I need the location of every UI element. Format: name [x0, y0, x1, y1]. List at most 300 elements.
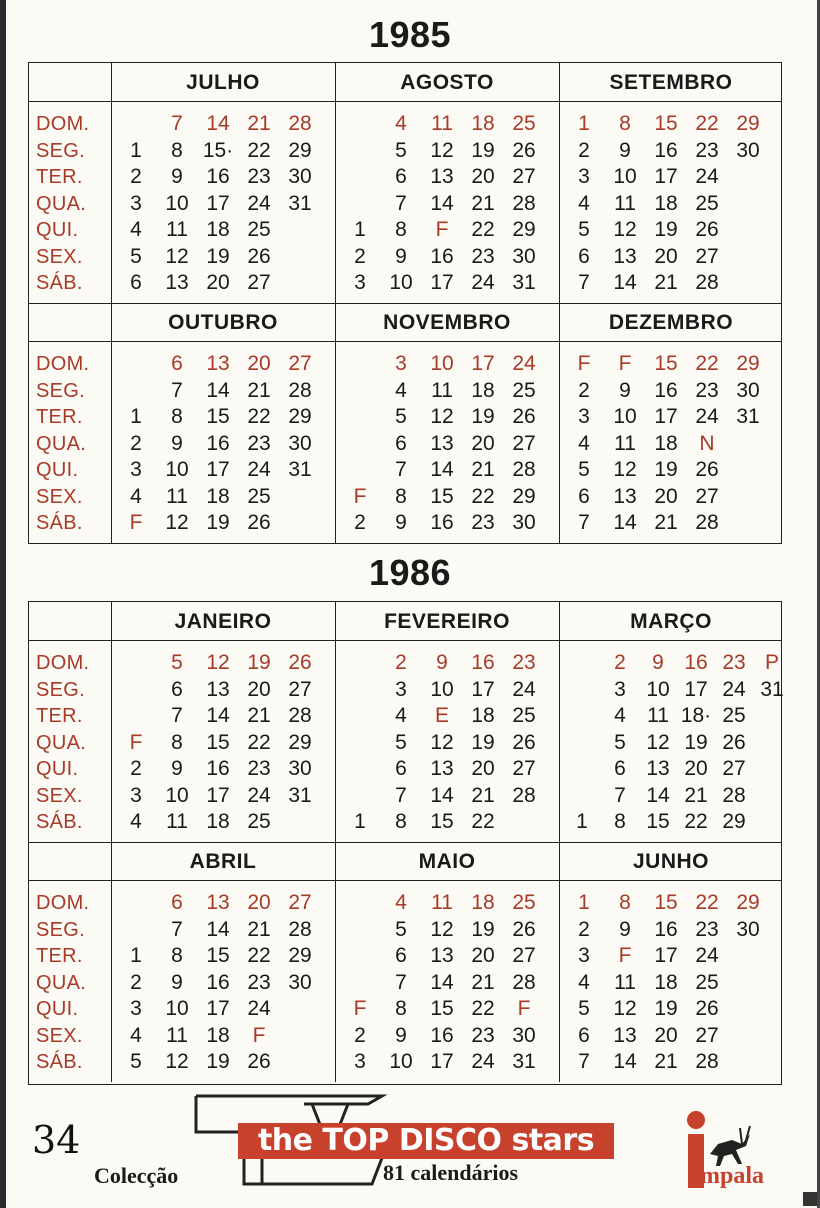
day-cell: 2: [354, 1023, 366, 1047]
day-cell: 9: [619, 917, 631, 941]
day-cell: 27: [695, 244, 719, 268]
day-cell: 31: [288, 458, 312, 481]
day-cell: 11: [647, 704, 669, 727]
day-cell: 18·: [680, 704, 712, 727]
day-cell: 30: [288, 970, 312, 994]
day-cell: 2: [130, 757, 142, 780]
day-label: SEG.: [36, 678, 85, 701]
day-cell: N: [699, 431, 715, 455]
day-label: TER.: [36, 406, 83, 428]
day-cell: 12: [206, 651, 230, 674]
calendar-1986: [28, 601, 782, 1085]
day-cell: 18: [471, 891, 495, 914]
day-cell: 13: [206, 891, 230, 914]
month-name: MAIO: [418, 850, 476, 873]
day-cell: 8: [395, 997, 407, 1020]
day-cell: 21: [654, 271, 678, 294]
day-cell: 20: [654, 244, 678, 268]
day-cell: 1: [576, 810, 588, 833]
day-cell: 18: [471, 378, 495, 402]
day-cell: 26: [695, 218, 719, 241]
month-name: JUNHO: [632, 850, 709, 873]
day-cell: 2: [578, 917, 590, 941]
day-cell: 12: [430, 730, 454, 754]
day-label: QUI.: [36, 998, 79, 1020]
day-cell: 5: [395, 730, 407, 754]
day-cell: 17: [654, 165, 678, 188]
day-cell: 15: [430, 810, 454, 833]
day-cell: 22: [695, 112, 719, 135]
day-cell: 16: [654, 378, 678, 402]
day-cell: 29: [288, 405, 312, 428]
day-cell: 19: [654, 997, 678, 1020]
day-cell: 17: [206, 997, 230, 1020]
day-cell: 30: [288, 165, 312, 188]
day-label: TER.: [36, 705, 83, 727]
day-cell: 7: [395, 458, 407, 481]
day-cell: 25: [512, 112, 536, 135]
day-cell: 1: [130, 138, 142, 162]
day-label: QUA.: [36, 971, 87, 994]
day-cell: 3: [354, 271, 366, 294]
day-cell: 24: [695, 944, 719, 967]
day-cell: 4: [395, 704, 407, 727]
day-cell: 24: [247, 191, 271, 215]
day-cell: 22: [247, 730, 271, 754]
day-cell: 23: [247, 165, 271, 188]
day-cell: 27: [288, 677, 312, 701]
day-cell: 12: [613, 218, 637, 241]
day-cell: 10: [165, 997, 189, 1020]
month-name: OUTUBRO: [168, 311, 278, 334]
day-cell: 15: [430, 484, 454, 508]
day-cell: 7: [171, 112, 183, 135]
day-cell: 28: [695, 1050, 719, 1073]
day-cell: 31: [512, 271, 536, 294]
day-label: QUA.: [36, 731, 87, 754]
day-label: DOM.: [36, 353, 90, 375]
day-label: TER.: [36, 945, 83, 967]
day-cell: F: [129, 511, 143, 534]
day-label: SÁB.: [36, 512, 83, 534]
day-cell: 3: [130, 191, 142, 215]
day-cell: 10: [613, 165, 637, 188]
day-cell: 5: [578, 218, 590, 241]
day-cell: F: [618, 352, 632, 375]
day-cell: 19: [471, 138, 495, 162]
day-cell: 18: [471, 704, 495, 727]
day-cell: 9: [395, 244, 407, 268]
day-cell: 7: [171, 378, 183, 402]
day-cell: 5: [130, 244, 142, 268]
day-cell: 16: [430, 244, 454, 268]
month-name: DEZEMBRO: [608, 311, 734, 334]
publisher-name: mpala: [700, 1163, 765, 1189]
day-cell: 16: [654, 917, 678, 941]
day-cell: 16: [471, 651, 495, 674]
day-cell: 10: [389, 1050, 413, 1073]
day-cell: 3: [395, 677, 407, 701]
day-cell: 26: [288, 651, 312, 674]
day-cell: P: [764, 651, 779, 674]
day-cell: F: [353, 484, 367, 508]
day-cell: 15: [654, 352, 678, 375]
day-cell: 20: [471, 165, 495, 188]
day-cell: 3: [614, 677, 626, 701]
day-cell: 23: [695, 378, 719, 402]
day-cell: 22: [471, 484, 495, 508]
day-cell: 25: [247, 484, 271, 508]
day-cell: 26: [695, 997, 719, 1020]
day-cell: 2: [130, 970, 142, 994]
day-cell: 16: [206, 970, 230, 994]
day-cell: F: [435, 218, 449, 241]
day-cell: 31: [288, 191, 312, 215]
day-cell: 21: [471, 191, 495, 215]
month-name: FEVEREIRO: [384, 610, 510, 633]
day-cell: 16: [206, 431, 230, 455]
month-name: ABRIL: [189, 850, 257, 873]
day-cell: 13: [165, 271, 189, 294]
day-cell: 20: [471, 944, 495, 967]
day-cell: 6: [171, 677, 183, 701]
day-cell: 20: [247, 677, 271, 701]
day-cell: 16: [684, 651, 708, 674]
day-cell: 28: [512, 191, 536, 215]
day-cell: 27: [247, 271, 271, 294]
day-cell: 29: [736, 891, 760, 914]
day-cell: 11: [614, 970, 636, 994]
day-cell: 21: [471, 783, 495, 807]
day-cell: F: [577, 352, 591, 375]
day-cell: 26: [512, 917, 536, 941]
day-cell: 8: [395, 810, 407, 833]
day-cell: 7: [614, 783, 626, 807]
day-cell: 8: [614, 810, 626, 833]
day-cell: 22: [471, 810, 495, 833]
day-cell: 11: [166, 218, 188, 241]
day-cell: 17: [206, 783, 230, 807]
day-cell: 28: [288, 378, 312, 402]
day-cell: 6: [395, 165, 407, 188]
day-cell: 30: [288, 431, 312, 455]
day-cell: 16: [654, 138, 678, 162]
day-cell: 13: [430, 431, 454, 455]
day-cell: 17: [684, 677, 708, 701]
day-cell: 17: [206, 458, 230, 481]
day-cell: 6: [395, 431, 407, 455]
day-cell: 18: [206, 810, 230, 833]
day-cell: 18: [654, 431, 678, 455]
day-cell: 25: [722, 704, 746, 727]
day-cell: 6: [171, 352, 183, 375]
day-cell: 10: [430, 352, 454, 375]
day-cell: 13: [613, 484, 637, 508]
day-cell: 18: [471, 112, 495, 135]
day-cell: 11: [431, 378, 453, 402]
day-cell: 13: [613, 244, 637, 268]
day-cell: 11: [614, 431, 636, 455]
day-cell: 13: [430, 757, 454, 780]
day-cell: 3: [130, 783, 142, 807]
day-cell: 14: [430, 970, 454, 994]
day-cell: 24: [247, 997, 271, 1020]
day-cell: 1: [354, 810, 366, 833]
day-cell: 11: [166, 810, 188, 833]
day-cell: 20: [654, 1023, 678, 1047]
month-name: NOVEMBRO: [383, 311, 511, 334]
day-cell: 17: [430, 271, 454, 294]
day-cell: 10: [389, 271, 413, 294]
day-cell: 26: [512, 405, 536, 428]
day-cell: 21: [247, 704, 271, 727]
day-cell: 16: [206, 165, 230, 188]
day-cell: 22: [247, 944, 271, 967]
day-cell: 5: [130, 1050, 142, 1073]
day-cell: 14: [206, 704, 230, 727]
day-cell: 10: [613, 405, 637, 428]
day-cell: 11: [166, 1023, 188, 1047]
day-cell: 24: [247, 458, 271, 481]
month-header-divider: [29, 341, 781, 342]
day-cell: 22: [247, 138, 271, 162]
day-cell: 12: [430, 917, 454, 941]
day-cell: 8: [171, 405, 183, 428]
day-cell: 5: [578, 458, 590, 481]
day-cell: 17: [654, 944, 678, 967]
day-cell: 23: [695, 138, 719, 162]
day-cell: 6: [171, 891, 183, 914]
day-label: SEG.: [36, 379, 85, 402]
day-cell: 9: [395, 511, 407, 534]
day-cell: 25: [512, 891, 536, 914]
day-label: DOM.: [36, 892, 90, 914]
day-cell: 24: [471, 271, 495, 294]
day-cell: 9: [619, 378, 631, 402]
day-cell: 24: [722, 677, 746, 701]
day-cell: 15: [206, 405, 230, 428]
day-cell: 17: [430, 1050, 454, 1073]
day-cell: 2: [578, 138, 590, 162]
day-cell: 29: [736, 112, 760, 135]
day-cell: 21: [471, 458, 495, 481]
day-cell: 12: [165, 511, 189, 534]
day-cell: 13: [430, 165, 454, 188]
day-cell: 19: [654, 218, 678, 241]
day-cell: 17: [654, 405, 678, 428]
day-cell: 4: [578, 431, 590, 455]
day-cell: 14: [430, 191, 454, 215]
day-cell: 25: [247, 810, 271, 833]
day-cell: 23: [512, 651, 536, 674]
day-cell: 11: [431, 112, 453, 135]
day-cell: 19: [471, 730, 495, 754]
day-cell: 19: [206, 511, 230, 534]
day-label: TER.: [36, 166, 83, 188]
day-label: QUI.: [36, 219, 79, 241]
day-cell: 23: [695, 917, 719, 941]
day-cell: 21: [654, 511, 678, 534]
day-cell: 27: [512, 165, 536, 188]
day-cell: 6: [578, 484, 590, 508]
day-cell: 18: [206, 484, 230, 508]
day-cell: F: [517, 997, 531, 1020]
day-cell: 14: [206, 917, 230, 941]
day-cell: 31: [736, 405, 760, 428]
day-cell: 9: [171, 970, 183, 994]
day-label: SEX.: [36, 784, 83, 807]
day-cell: 18: [206, 1023, 230, 1047]
day-cell: 5: [395, 405, 407, 428]
day-cell: 21: [471, 970, 495, 994]
day-cell: E: [434, 704, 449, 727]
month-name: MARÇO: [630, 610, 712, 633]
day-cell: 4: [614, 704, 626, 727]
day-cell: 7: [395, 783, 407, 807]
day-cell: 25: [512, 378, 536, 402]
day-cell: 9: [436, 651, 448, 674]
day-cell: 1: [578, 112, 590, 135]
day-cell: 20: [247, 891, 271, 914]
day-cell: 4: [395, 378, 407, 402]
day-label: SÁB.: [36, 1051, 83, 1073]
day-cell: 14: [613, 271, 637, 294]
colecao-label: Colecção: [94, 1163, 179, 1188]
day-cell: 14: [206, 112, 230, 135]
day-cell: 20: [247, 352, 271, 375]
day-cell: 22: [247, 405, 271, 428]
day-cell: 30: [512, 244, 536, 268]
day-cell: 4: [130, 218, 142, 241]
day-cell: 8: [395, 218, 407, 241]
day-cell: 19: [471, 917, 495, 941]
day-cell: 19: [206, 1050, 230, 1073]
day-cell: 2: [130, 165, 142, 188]
day-cell: 25: [247, 218, 271, 241]
day-cell: 10: [165, 191, 189, 215]
day-cell: 10: [646, 677, 670, 701]
day-cell: 22: [695, 352, 719, 375]
day-cell: 8: [619, 891, 631, 914]
day-cell: 9: [395, 1023, 407, 1047]
day-cell: 29: [722, 810, 746, 833]
day-cell: 30: [512, 511, 536, 534]
day-cell: 3: [578, 165, 590, 188]
day-cell: 1: [130, 944, 142, 967]
day-cell: 18: [206, 218, 230, 241]
day-cell: 21: [247, 917, 271, 941]
day-cell: 29: [512, 484, 536, 508]
day-cell: 23: [247, 431, 271, 455]
day-cell: 23: [722, 651, 746, 674]
day-cell: 19: [206, 244, 230, 268]
day-cell: 28: [695, 271, 719, 294]
day-cell: 13: [206, 352, 230, 375]
day-cell: 26: [512, 730, 536, 754]
day-cell: 2: [130, 431, 142, 455]
day-cell: 7: [578, 1050, 590, 1073]
day-cell: 7: [578, 271, 590, 294]
day-cell: F: [129, 730, 143, 754]
day-cell: 12: [613, 997, 637, 1020]
day-cell: 28: [288, 917, 312, 941]
day-cell: 29: [288, 138, 312, 162]
day-cell: 28: [512, 783, 536, 807]
day-cell: 4: [578, 970, 590, 994]
day-cell: 25: [695, 970, 719, 994]
day-cell: 13: [613, 1023, 637, 1047]
day-label: DOM.: [36, 113, 90, 135]
day-cell: 27: [722, 757, 746, 780]
day-cell: 5: [171, 651, 183, 674]
day-cell: 26: [722, 730, 746, 754]
day-cell: 26: [512, 138, 536, 162]
day-cell: 3: [130, 997, 142, 1020]
day-cell: 20: [654, 484, 678, 508]
day-cell: 14: [613, 511, 637, 534]
day-cell: 31: [760, 677, 784, 701]
day-cell: 5: [578, 997, 590, 1020]
day-cell: 22: [684, 810, 708, 833]
day-cell: 19: [471, 405, 495, 428]
brand-banner: the TOP DISCO stars: [238, 1123, 614, 1159]
month-name: SETEMBRO: [609, 71, 733, 94]
day-label: SÁB.: [36, 811, 83, 833]
day-cell: 8: [171, 944, 183, 967]
day-cell: 27: [695, 1023, 719, 1047]
day-label: SEX.: [36, 1024, 83, 1047]
day-cell: 18: [654, 970, 678, 994]
day-cell: 1: [354, 218, 366, 241]
day-cell: 16: [430, 1023, 454, 1047]
day-cell: 23: [247, 970, 271, 994]
month-header-divider: [29, 880, 781, 881]
day-cell: 22: [471, 218, 495, 241]
day-cell: 24: [247, 783, 271, 807]
day-cell: 7: [395, 970, 407, 994]
day-label: QUI.: [36, 758, 79, 780]
day-cell: 9: [171, 165, 183, 188]
day-cell: 14: [646, 783, 670, 807]
day-cell: 15: [646, 810, 670, 833]
day-cell: 14: [430, 458, 454, 481]
day-cell: 25: [695, 191, 719, 215]
day-cell: 14: [613, 1050, 637, 1073]
calendar-1985: [28, 62, 782, 544]
year-1986-heading: 1986: [368, 552, 452, 593]
day-cell: 22: [695, 891, 719, 914]
day-cell: 20: [684, 757, 708, 780]
day-cell: 29: [288, 944, 312, 967]
corner-mark: [803, 1192, 817, 1206]
day-cell: 21: [654, 1050, 678, 1073]
day-cell: 3: [395, 352, 407, 375]
day-cell: 31: [512, 1050, 536, 1073]
day-cell: 24: [471, 1050, 495, 1073]
day-cell: 19: [247, 651, 271, 674]
day-cell: 8: [395, 484, 407, 508]
day-cell: 21: [684, 783, 708, 807]
day-cell: 11: [614, 191, 636, 215]
day-cell: 26: [695, 458, 719, 481]
day-label: QUA.: [36, 192, 87, 215]
month-name: AGOSTO: [400, 71, 494, 94]
month-name: JULHO: [186, 71, 260, 94]
day-cell: 25: [512, 704, 536, 727]
day-cell: 26: [247, 1050, 271, 1073]
day-cell: 8: [171, 730, 183, 754]
day-cell: 15: [430, 997, 454, 1020]
